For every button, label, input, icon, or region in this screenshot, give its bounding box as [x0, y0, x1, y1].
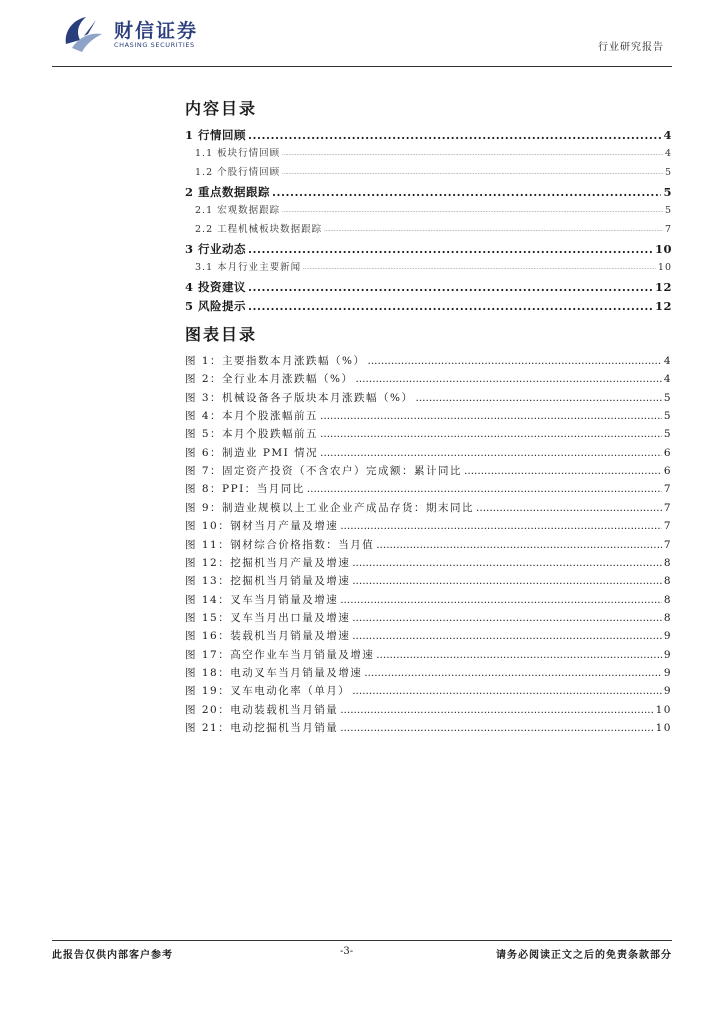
toc-entry[interactable] [185, 184, 672, 200]
toc-entry[interactable] [185, 165, 672, 181]
figure-entry-label: 图 21：电动挖掘机当月销量 [185, 722, 339, 734]
toc-entry-page: 10 [654, 242, 672, 256]
figure-entry[interactable] [185, 463, 672, 479]
dot-leader [376, 647, 662, 663]
dot-leader [248, 241, 653, 257]
figure-entry-label: 图 2：全行业本月涨跌幅（%） [185, 373, 354, 386]
dot-leader [352, 610, 662, 626]
figure-entry-page: 8 [663, 575, 672, 588]
toc-entry[interactable] [185, 146, 672, 162]
figure-entry[interactable] [185, 353, 672, 369]
figure-entry-page: 9 [663, 685, 672, 698]
dot-leader [376, 537, 662, 553]
figure-entry-page: 9 [663, 648, 672, 661]
toc-entry[interactable] [185, 260, 672, 276]
figure-entry[interactable] [185, 518, 672, 534]
figure-entry[interactable] [185, 628, 672, 644]
figure-entry[interactable] [185, 500, 672, 516]
figure-entry-page: 7 [663, 520, 672, 533]
dot-leader [340, 518, 662, 534]
dot-leader [352, 573, 662, 589]
toc-entry[interactable] [185, 222, 672, 238]
dot-leader [248, 279, 653, 295]
toc-entry-label: 5 风险提示 [185, 299, 247, 313]
dot-leader [352, 555, 662, 571]
figure-entry-label: 图 15：叉车当月出口量及增速 [185, 611, 351, 624]
dot-leader [307, 481, 662, 497]
dot-leader [476, 500, 662, 516]
figure-entry-page: 9 [663, 630, 672, 643]
figure-entry-label: 图 17：高空作业车当月销量及增速 [185, 648, 375, 661]
dot-leader [248, 127, 661, 143]
figure-entry-page: 7 [663, 538, 672, 551]
figure-entry-page: 8 [663, 611, 672, 624]
dot-leader [282, 203, 663, 219]
toc-entry-page: 12 [654, 299, 672, 313]
figure-entry[interactable] [185, 426, 672, 442]
toc-entry[interactable] [185, 279, 672, 295]
figure-entry-page: 5 [663, 428, 672, 441]
toc-entry-label: 1 行情回顾 [185, 128, 247, 142]
figure-entry[interactable] [185, 445, 672, 461]
figure-entry-label: 图 13：挖掘机当月销量及增速 [185, 575, 351, 588]
dot-leader [320, 445, 662, 461]
page-header [52, 0, 672, 66]
dot-leader [282, 165, 663, 181]
toc-entry-page: 4 [663, 128, 672, 142]
figure-entry-label: 图 4：本月个股涨幅前五 [185, 410, 319, 423]
dot-leader [340, 720, 653, 736]
figure-entry-page: 4 [663, 373, 672, 386]
dot-leader [364, 665, 662, 681]
figure-entry[interactable] [185, 573, 672, 589]
dot-leader [352, 683, 662, 699]
figure-entry-page: 8 [663, 556, 672, 569]
toc-entry-label: 4 投资建议 [185, 280, 247, 294]
figure-entry-label: 图 16：装载机当月销量及增速 [185, 630, 351, 643]
dot-leader [356, 371, 662, 387]
figure-entry-label: 图 1：主要指数本月涨跌幅（%） [185, 355, 366, 367]
company-logo [62, 14, 252, 54]
dot-leader [320, 426, 662, 442]
figure-entry-label: 图 19：叉车电动化率（单月） [185, 685, 351, 698]
page-number: -3- [340, 946, 354, 957]
figure-entry-page: 9 [663, 666, 672, 679]
dot-leader [368, 353, 662, 369]
logo-chinese-name: 财信证券 [114, 20, 199, 42]
figure-entry-label: 图 10：钢材当月产量及增速 [185, 520, 339, 533]
figure-entry-page: 10 [655, 722, 672, 734]
figure-entry[interactable] [185, 555, 672, 571]
toc-entry[interactable] [185, 127, 672, 143]
toc-entry-page: 7 [664, 224, 672, 235]
dot-leader [352, 628, 662, 644]
toc-entry-page: 5 [663, 185, 672, 199]
dot-leader [340, 702, 653, 718]
figure-entry-page: 5 [663, 410, 672, 423]
toc-entry-label: 3.1 本月行业主要新闻 [195, 262, 302, 273]
figure-entry-label: 图 20：电动装载机当月销量 [185, 703, 339, 716]
dot-leader [416, 390, 662, 406]
toc-entry[interactable] [185, 203, 672, 219]
dot-leader [248, 298, 653, 314]
figure-entry[interactable] [185, 665, 672, 681]
figure-entry[interactable] [185, 647, 672, 663]
figure-entry-page: 6 [663, 465, 672, 478]
header-divider [52, 66, 672, 67]
toc-entry-page: 4 [664, 148, 672, 159]
contents-title: 内容目录 [185, 99, 258, 118]
figure-entry-page: 7 [663, 483, 672, 496]
figure-entry-label: 图 3：机械设备各子版块本月涨跌幅（%） [185, 391, 414, 404]
toc-entry[interactable] [185, 298, 672, 314]
document-type-label: 行业研究报告 [598, 42, 664, 53]
figure-entry[interactable] [185, 592, 672, 608]
dot-leader [303, 260, 656, 276]
figure-entry[interactable] [185, 408, 672, 424]
figure-entry-page: 5 [663, 391, 672, 404]
dot-leader [282, 146, 663, 162]
figure-entry-page: 4 [663, 355, 672, 367]
toc-entry-label: 3 行业动态 [185, 242, 247, 256]
figure-entry-label: 图 9：制造业规模以上工业企业产成品存货：期末同比 [185, 501, 475, 514]
chasing-securities-logo-icon [62, 14, 106, 54]
dot-leader [340, 592, 662, 608]
toc-entry-label: 2.2 工程机械板块数据跟踪 [195, 224, 323, 235]
figure-entry-page: 7 [663, 501, 672, 514]
toc-entry-page: 5 [664, 205, 672, 216]
dot-leader [464, 463, 662, 479]
toc-entry-page: 5 [664, 167, 672, 178]
figure-entry[interactable] [185, 371, 672, 387]
figure-entry-label: 图 8：PPI：当月同比 [185, 483, 305, 496]
footer-notice: 请务必阅读正文之后的免责条款部分 [496, 950, 672, 961]
figure-entry-page: 8 [663, 593, 672, 606]
figure-entry-label: 图 11：钢材综合价格指数：当月值 [185, 538, 375, 551]
dot-leader [324, 222, 663, 238]
figure-entry-label: 图 14：叉车当月销量及增速 [185, 593, 339, 606]
toc-entry-label: 2 重点数据跟踪 [185, 185, 271, 199]
footer-disclaimer: 此报告仅供内部客户参考 [52, 950, 173, 961]
figures-title: 图表目录 [185, 325, 258, 344]
toc-entry-label: 1.2 个股行情回顾 [195, 167, 281, 178]
toc-entry[interactable] [185, 241, 672, 257]
figure-entry-label: 图 5：本月个股跌幅前五 [185, 428, 319, 441]
figure-entry-label: 图 12：挖掘机当月产量及增速 [185, 556, 351, 569]
toc-entry-label: 1.1 板块行情回顾 [195, 148, 281, 159]
figure-entry[interactable] [185, 683, 672, 699]
figure-entry[interactable] [185, 702, 672, 718]
toc-entry-page: 10 [657, 262, 672, 273]
dot-leader [272, 184, 661, 200]
toc-entry-page: 12 [654, 280, 672, 294]
figure-entry-label: 图 6：制造业 PMI 情况 [185, 446, 319, 459]
toc-entry-label: 2.1 宏观数据跟踪 [195, 205, 281, 216]
figure-entry-page: 10 [655, 703, 672, 716]
figure-entry[interactable] [185, 390, 672, 406]
figure-entry[interactable] [185, 537, 672, 553]
figure-entry-label: 图 7：固定资产投资（不含农户）完成额：累计同比 [185, 465, 463, 478]
figure-entry[interactable] [185, 481, 672, 497]
dot-leader [320, 408, 662, 424]
figure-entry-page: 6 [663, 446, 672, 459]
footer-divider [52, 940, 672, 941]
figure-entry-label: 图 18：电动叉车当月销量及增速 [185, 666, 363, 679]
figure-entry[interactable] [185, 720, 672, 736]
figure-entry[interactable] [185, 610, 672, 626]
logo-english-name: CHASING SECURITIES [114, 41, 195, 49]
